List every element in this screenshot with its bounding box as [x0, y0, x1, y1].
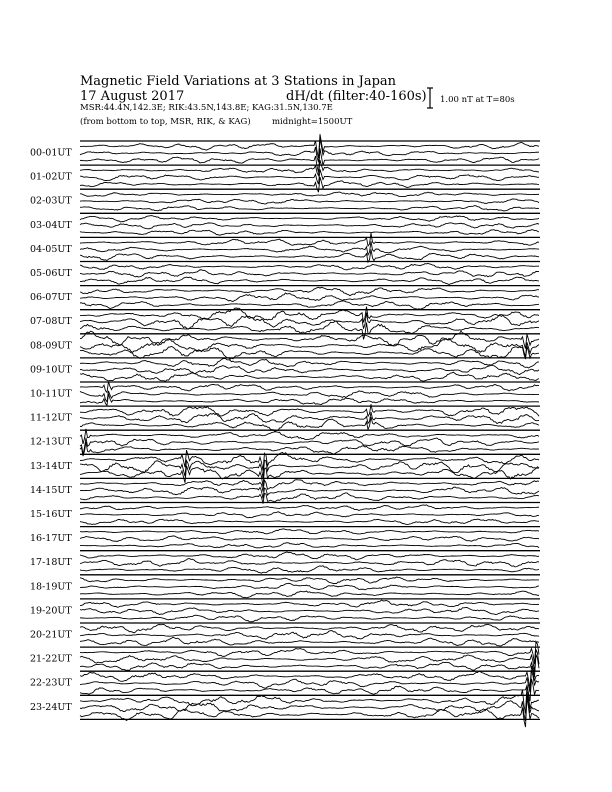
trace-MSR-04-05UT	[80, 249, 539, 262]
hour-label-14-15UT: 14-15UT	[30, 484, 72, 496]
trace-MSR-02-03UT	[80, 206, 539, 211]
trace-KAG-02-03UT	[80, 192, 539, 197]
trace-RIK-16-17UT	[80, 536, 539, 541]
trace-KAG-06-07UT	[80, 287, 539, 295]
hour-label-03-04UT: 03-04UT	[30, 219, 72, 231]
trace-KAG-16-17UT	[80, 529, 539, 534]
trace-RIK-18-19UT	[80, 583, 539, 590]
midnight-note: midnight=1500UT	[272, 117, 353, 127]
hour-label-00-01UT: 00-01UT	[30, 147, 72, 159]
hour-label-01-02UT: 01-02UT	[30, 171, 72, 183]
trace-RIK-08-09UT	[80, 338, 539, 357]
trace-RIK-23-24UT	[80, 692, 539, 721]
hour-label-13-14UT: 13-14UT	[30, 460, 72, 472]
trace-RIK-01-02UT	[80, 169, 539, 184]
trace-KAG-03-04UT	[80, 216, 539, 222]
trace-MSR-03-04UT	[80, 230, 539, 236]
trace-RIK-17-18UT	[80, 559, 539, 567]
hour-label-11-12UT: 11-12UT	[30, 412, 72, 424]
trace-MSR-10-11UT	[80, 394, 539, 405]
trace-RIK-03-04UT	[80, 223, 539, 229]
trace-KAG-10-11UT	[80, 382, 539, 393]
trace-RIK-15-16UT	[80, 512, 539, 518]
hour-label-02-03UT: 02-03UT	[30, 195, 72, 207]
trace-KAG-19-20UT	[80, 600, 539, 607]
trace-MSR-22-23UT	[80, 679, 539, 701]
trace-MSR-18-19UT	[80, 591, 539, 598]
trace-KAG-07-08UT	[80, 307, 539, 323]
trace-KAG-14-15UT	[80, 480, 539, 492]
scale-bar-label: 1.00 nT at T=80s	[440, 95, 515, 105]
trace-RIK-20-21UT	[80, 631, 539, 640]
trace-KAG-15-16UT	[80, 505, 539, 511]
hour-label-19-20UT: 19-20UT	[30, 605, 72, 617]
trace-KAG-20-21UT	[80, 624, 539, 633]
hour-label-12-13UT: 12-13UT	[30, 436, 72, 448]
trace-RIK-19-20UT	[80, 607, 539, 614]
trace-MSR-11-12UT	[80, 417, 539, 432]
station-coordinates: MSR:44.4N,142.3E; RIK:43.5N,143.8E; KAG:31.5N,130.7E	[80, 103, 333, 113]
station-order-note: (from bottom to top, MSR, RIK, & KAG)	[80, 117, 251, 127]
trace-MSR-05-06UT	[80, 277, 539, 284]
trace-KAG-01-02UT	[80, 160, 539, 175]
trace-MSR-09-10UT	[80, 372, 539, 381]
trace-RIK-02-03UT	[80, 199, 539, 204]
hour-label-16-17UT: 16-17UT	[30, 533, 72, 545]
trace-MSR-23-24UT	[80, 697, 539, 727]
hour-label-09-10UT: 09-10UT	[30, 364, 72, 376]
trace-RIK-10-11UT	[80, 391, 539, 402]
hour-label-20-21UT: 20-21UT	[30, 629, 72, 641]
trace-RIK-05-06UT	[80, 270, 539, 277]
trace-RIK-13-14UT	[80, 460, 539, 478]
trace-KAG-18-19UT	[80, 577, 539, 584]
chart-quantity: dH/dt (filter:40-160s)	[286, 89, 427, 104]
trace-KAG-21-22UT	[80, 642, 539, 664]
trace-KAG-04-05UT	[80, 233, 539, 246]
hour-label-10-11UT: 10-11UT	[30, 388, 72, 400]
trace-MSR-16-17UT	[80, 543, 539, 548]
chart-title: Magnetic Field Variations at 3 Stations in Japan	[80, 74, 397, 89]
trace-KAG-05-06UT	[80, 263, 539, 270]
trace-RIK-12-13UT	[80, 438, 539, 455]
trace-RIK-06-07UT	[80, 293, 539, 301]
trace-MSR-20-21UT	[80, 637, 539, 646]
trace-RIK-04-05UT	[80, 241, 539, 255]
hour-label-15-16UT: 15-16UT	[30, 509, 72, 520]
hour-label-05-06UT: 05-06UT	[30, 268, 72, 279]
hour-label-21-22UT: 21-22UT	[30, 653, 72, 665]
hour-label-23-24UT: 23-24UT	[30, 701, 72, 713]
hour-label-18-19UT: 18-19UT	[30, 581, 72, 593]
chart-date: 17 August 2017	[80, 89, 185, 104]
trace-KAG-00-01UT	[80, 134, 539, 158]
hour-label-07-08UT: 07-08UT	[30, 316, 72, 328]
trace-MSR-01-02UT	[80, 177, 539, 192]
trace-MSR-15-16UT	[80, 519, 539, 524]
hour-label-06-07UT: 06-07UT	[30, 292, 72, 304]
trace-RIK-11-12UT	[80, 412, 539, 424]
trace-KAG-09-10UT	[80, 358, 539, 368]
trace-KAG-17-18UT	[80, 552, 539, 560]
hour-label-04-05UT: 04-05UT	[30, 243, 72, 255]
hour-label-08-09UT: 08-09UT	[30, 340, 72, 352]
trace-RIK-00-01UT	[80, 138, 539, 162]
hour-label-17-18UT: 17-18UT	[30, 557, 72, 569]
trace-MSR-06-07UT	[80, 301, 539, 309]
trace-RIK-09-10UT	[80, 365, 539, 374]
trace-MSR-17-18UT	[80, 566, 539, 573]
trace-MSR-19-20UT	[80, 615, 539, 622]
hour-label-22-23UT: 22-23UT	[30, 677, 72, 689]
